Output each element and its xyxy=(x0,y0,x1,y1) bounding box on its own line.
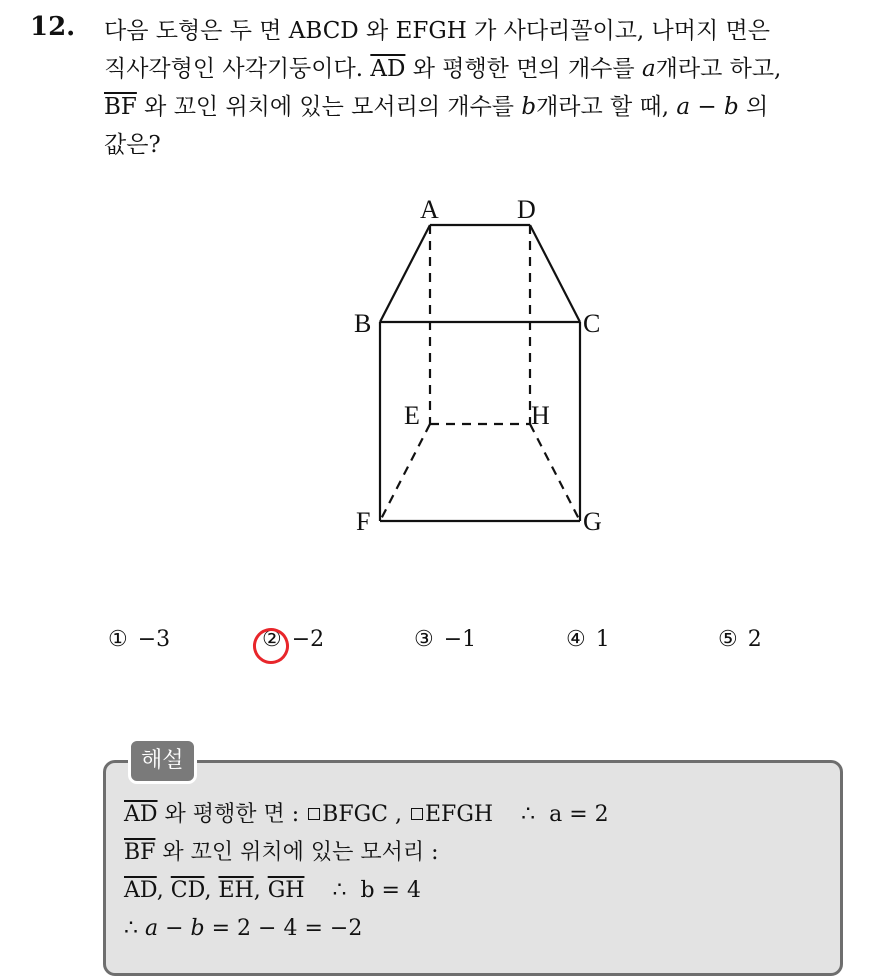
solution-text: 와 꼬인 위치에 있는 모서리 : xyxy=(155,840,439,865)
solution-line-4 xyxy=(124,910,609,948)
label-a: A xyxy=(420,195,439,224)
therefore-symbol: ∴ xyxy=(332,878,347,903)
edge-dc xyxy=(530,225,580,322)
choice-value: −3 xyxy=(137,627,171,652)
label-e: E xyxy=(404,401,420,430)
edge-cd-label: $\overline{CD}$ xyxy=(170,878,205,903)
problem-text-fragment: 개라고 할 때, xyxy=(536,94,677,120)
label-b: B xyxy=(354,309,372,338)
choice-number xyxy=(262,627,282,652)
solution-body xyxy=(124,796,609,948)
label-d: D xyxy=(517,195,536,224)
result-a: a = 2 xyxy=(549,802,609,827)
choice-number: ③ xyxy=(414,627,434,652)
problem-text-fragment: 와 평행한 면의 개수를 xyxy=(405,56,642,82)
choice-value: −2 xyxy=(291,627,325,652)
problem-line-2 xyxy=(104,50,864,88)
edge-hg-hidden xyxy=(530,424,580,521)
choice-4[interactable] xyxy=(566,620,610,660)
square-icon xyxy=(411,808,423,820)
prism-figure xyxy=(350,188,620,542)
choice-number: ④ xyxy=(566,627,586,652)
answer-mark-circle-icon xyxy=(249,624,293,668)
label-g: G xyxy=(583,507,602,536)
choice-5[interactable] xyxy=(718,620,762,660)
problem-text-fragment: 의 xyxy=(738,94,769,120)
answer-choices xyxy=(0,620,884,660)
segment-ad: $\overline{AD}$ xyxy=(124,802,158,827)
problem-text xyxy=(104,12,864,164)
segment-ad: $\overline{AD}$ xyxy=(370,56,406,82)
problem-line-3 xyxy=(104,88,864,126)
problem-text-fragment: 직사각형인 사각기둥이다. xyxy=(104,56,371,82)
solution-line-1 xyxy=(124,796,609,834)
solution-line-2 xyxy=(124,834,609,872)
square-icon xyxy=(308,808,320,820)
variable-b: b xyxy=(521,94,537,120)
problem-line-4: 값은? xyxy=(104,132,161,158)
choice-value: 1 xyxy=(595,627,610,652)
separator: , xyxy=(388,802,409,827)
face-efgh: EFGH xyxy=(425,802,494,827)
edge-gh-label: $\overline{GH}$ xyxy=(267,878,305,903)
problem-line-1: 다음 도형은 두 면 ABCD 와 EFGH 가 사다리꼴이고, 나머지 면은 xyxy=(104,18,770,44)
therefore-symbol: ∴ xyxy=(124,916,145,941)
solution-text: 와 평행한 면 : xyxy=(157,802,307,827)
segment-bf: $\overline{BF}$ xyxy=(124,840,156,865)
problem-text-fragment: 와 꼬인 위치에 있는 모서리의 개수를 xyxy=(136,94,522,120)
choice-3[interactable] xyxy=(414,620,476,660)
choice-number: ⑤ xyxy=(718,627,738,652)
solution-tab: 해설 xyxy=(128,738,197,784)
face-bfgc: BFGC xyxy=(322,802,389,827)
label-f: F xyxy=(356,507,371,536)
result-b: b = 4 xyxy=(360,878,421,903)
edge-ad-label: $\overline{AD}$ xyxy=(124,878,157,903)
label-h: H xyxy=(531,401,550,430)
edge-ef-hidden xyxy=(380,424,430,521)
variable-a: a xyxy=(641,56,656,82)
choice-value: −1 xyxy=(443,627,477,652)
choice-number-glyph: ② xyxy=(262,627,282,652)
edge-eh-label: $\overline{EH}$ xyxy=(218,878,254,903)
edge-ab xyxy=(380,225,430,322)
choice-number: ① xyxy=(108,627,128,652)
final-answer: = 2 − 4 = −2 xyxy=(204,916,363,941)
problem-number: 12. xyxy=(30,12,76,42)
expression-a-minus-b: a − b xyxy=(145,916,205,941)
choice-value: 2 xyxy=(747,627,762,652)
label-c: C xyxy=(583,309,601,338)
solution-line-3: $\overline{AD}$, $\overline{CD}$, $\overline{EH}$, $\overline{GH}$ ∴ b = 4 xyxy=(124,878,421,903)
expression-a-minus-b: a − b xyxy=(676,94,739,120)
segment-bf: $\overline{BF}$ xyxy=(104,94,137,120)
choice-1[interactable] xyxy=(108,620,170,660)
choice-2[interactable] xyxy=(262,620,324,660)
therefore-symbol: ∴ xyxy=(521,802,536,827)
problem-text-fragment: 개라고 하고, xyxy=(655,56,782,82)
prism-diagram xyxy=(350,188,620,538)
